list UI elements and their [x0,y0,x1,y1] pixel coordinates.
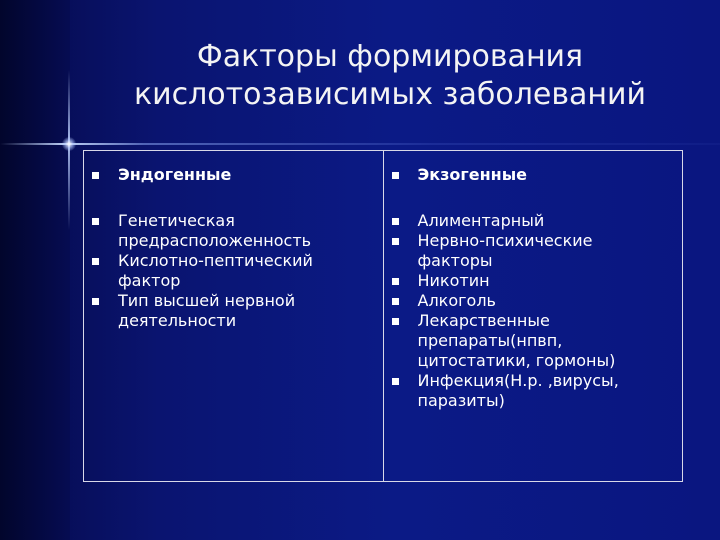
square-bullet-icon [392,378,399,385]
decorative-horizontal-glow-line [0,143,720,145]
exogenous-column [383,151,683,481]
square-bullet-icon [92,258,99,265]
square-bullet-icon [392,298,399,305]
exogenous-header-label: Экзогенные [417,165,528,184]
list-item-text: Тип высшей нервной деятельности [118,291,296,330]
slide-title-line-1: Факторы формирования [196,39,584,74]
square-bullet-icon [92,218,99,225]
exogenous-header [384,164,683,186]
list-item [384,311,683,371]
endogenous-column [84,151,383,481]
list-item-text: Алкоголь [417,291,496,310]
list-item [384,271,683,291]
square-bullet-icon [392,318,399,325]
list-item [84,291,383,331]
list-item [384,211,683,231]
factors-table [83,150,683,482]
list-item [84,251,383,291]
square-bullet-icon [92,172,99,179]
square-bullet-icon [392,218,399,225]
list-item [84,211,383,251]
list-item-text: Нервно-психические факторы [417,231,593,270]
list-item-text: Никотин [417,271,490,290]
list-item [384,231,683,271]
decorative-left-band [0,0,70,540]
square-bullet-icon [392,238,399,245]
list-item-text: Инфекция(Н.р. ,вирусы, паразиты) [417,371,619,410]
list-item-text: Лекарственные препараты(нпвп, цитостатики, гормоны) [417,311,616,370]
list-item-text: Алиментарный [417,211,545,230]
endogenous-header-label: Эндогенные [118,165,232,184]
decorative-star-sparkle [62,137,76,151]
endogenous-list [84,211,383,331]
square-bullet-icon [92,298,99,305]
slide-title [80,38,700,114]
square-bullet-icon [392,172,399,179]
square-bullet-icon [392,278,399,285]
list-item-text: Кислотно-пептический фактор [118,251,313,290]
list-item [384,291,683,311]
endogenous-header [84,164,383,186]
slide-title-line-2: кислотозависимых заболеваний [133,77,647,112]
exogenous-list [384,211,683,411]
list-item-text: Генетическая предрасположенность [118,211,312,250]
list-item [384,371,683,411]
